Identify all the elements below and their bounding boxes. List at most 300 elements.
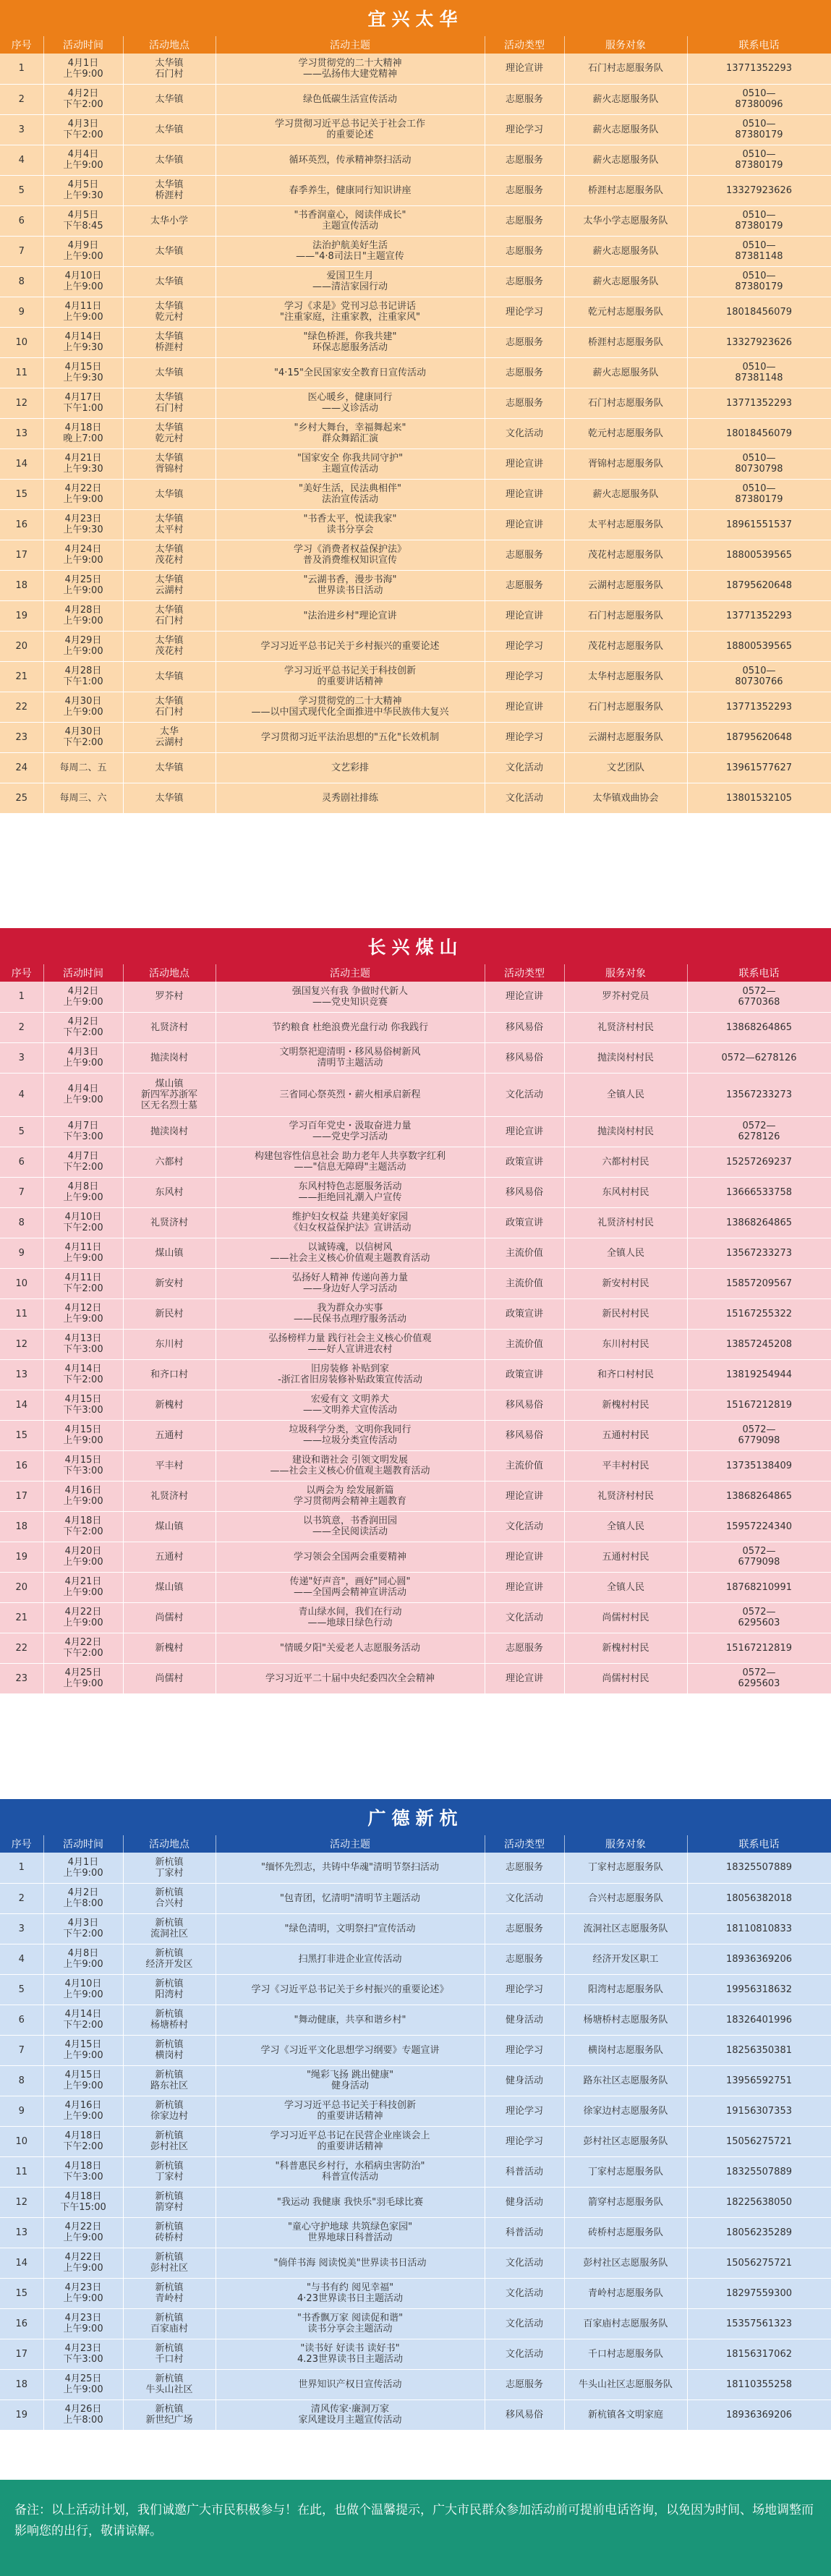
cell-location: 东风村 (123, 1177, 216, 1207)
table-row (0, 145, 831, 175)
cell-phone: 0572— 6770368 (687, 982, 831, 1012)
cell-location: 太华镇 (123, 661, 216, 692)
cell-audience: 流洞社区志愿服务队 (564, 1913, 687, 1944)
cell-location: 新杭镇 横岗村 (123, 2035, 216, 2065)
cell-theme: 绿色低碳生活宣传活动 (216, 84, 485, 114)
cell-phone: 0510— 87381148 (687, 236, 831, 266)
cell-location: 煤山镇 (123, 1238, 216, 1268)
cell-location: 太华镇 胥锦村 (123, 449, 216, 479)
cell-seq: 14 (0, 2248, 43, 2278)
cell-time: 每周三、六 (43, 783, 123, 813)
table-row (0, 2369, 831, 2399)
cell-seq: 9 (0, 1238, 43, 1268)
cell-location: 太华镇 (123, 357, 216, 388)
cell-theme: "情暖夕阳"关爱老人志愿服务活动 (216, 1633, 485, 1663)
table-row (0, 2399, 831, 2430)
cell-theme: "法治进乡村"理论宣讲 (216, 600, 485, 631)
cell-seq: 11 (0, 1298, 43, 1329)
cell-location: 新杭镇 新世纪广场 (123, 2399, 216, 2430)
cell-time: 4月21日 上午9:30 (43, 449, 123, 479)
cell-seq: 12 (0, 388, 43, 418)
table-row (0, 1116, 831, 1147)
cell-type: 志愿服务 (485, 2369, 564, 2399)
cell-theme: "云湖书香，漫步书海" 世界读书日活动 (216, 570, 485, 600)
cell-phone: 18297559300 (687, 2278, 831, 2308)
cell-type: 理论宣讲 (485, 449, 564, 479)
table-row (0, 1633, 831, 1663)
cell-type: 政策宣讲 (485, 1359, 564, 1390)
cell-location: 新槐村 (123, 1633, 216, 1663)
cell-time: 4月16日 上午9:00 (43, 2096, 123, 2126)
cell-audience: 全镇人民 (564, 1238, 687, 1268)
cell-audience: 新民村村民 (564, 1298, 687, 1329)
cell-audience: 薪火志愿服务队 (564, 266, 687, 297)
cell-audience: 六都村村民 (564, 1147, 687, 1177)
cell-location: 煤山镇 (123, 1572, 216, 1602)
cell-time: 4月10日 上午9:00 (43, 266, 123, 297)
cell-audience: 千口村志愿服务队 (564, 2339, 687, 2369)
cell-location: 太华镇 (123, 84, 216, 114)
cell-type: 志愿服务 (485, 1633, 564, 1663)
table-row (0, 236, 831, 266)
cell-seq: 12 (0, 1329, 43, 1359)
cell-phone: 15167212819 (687, 1390, 831, 1420)
cell-location: 新杭镇 彭村社区 (123, 2248, 216, 2278)
header-time: 活动时间 (43, 36, 123, 54)
cell-time: 4月12日 上午9:00 (43, 1298, 123, 1329)
cell-type: 理论学习 (485, 2126, 564, 2156)
cell-seq: 18 (0, 570, 43, 600)
cell-type: 移风易俗 (485, 1420, 564, 1450)
table-row (0, 1073, 831, 1116)
cell-type: 理论宣讲 (485, 600, 564, 631)
cell-seq: 20 (0, 631, 43, 661)
cell-type: 理论学习 (485, 114, 564, 145)
cell-seq: 5 (0, 1116, 43, 1147)
cell-phone: 13771352293 (687, 692, 831, 722)
cell-audience: 路东社区志愿服务队 (564, 2065, 687, 2096)
cell-phone: 18961551537 (687, 509, 831, 540)
table-row (0, 205, 831, 236)
cell-type: 文化活动 (485, 1073, 564, 1116)
cell-seq: 17 (0, 1481, 43, 1511)
cell-phone: 18325507889 (687, 1853, 831, 1883)
cell-phone: 13868264865 (687, 1207, 831, 1238)
cell-time: 4月3日 上午9:00 (43, 1042, 123, 1073)
cell-location: 六都村 (123, 1147, 216, 1177)
table-row (0, 1944, 831, 1974)
cell-seq: 11 (0, 2156, 43, 2187)
header-time: 活动时间 (43, 964, 123, 982)
cell-audience: 云湖村志愿服务队 (564, 722, 687, 752)
cell-theme: 学习贯彻党的二十大精神 ——以中国式现代化全面推进中华民族伟大复兴 (216, 692, 485, 722)
cell-location: 新杭镇 路东社区 (123, 2065, 216, 2096)
cell-seq: 19 (0, 1542, 43, 1572)
cell-time: 4月22日 上午9:00 (43, 1602, 123, 1633)
cell-seq: 17 (0, 2339, 43, 2369)
cell-location: 太华镇 (123, 114, 216, 145)
cell-theme: 学习《习近平文化思想学习纲要》专题宣讲 (216, 2035, 485, 2065)
table-row (0, 2339, 831, 2369)
cell-audience: 云湖村志愿服务队 (564, 570, 687, 600)
cell-seq: 1 (0, 982, 43, 1012)
cell-type: 文化活动 (485, 1602, 564, 1633)
cell-time: 4月18日 下午2:00 (43, 1511, 123, 1542)
cell-type: 文化活动 (485, 752, 564, 783)
cell-type: 文化活动 (485, 1883, 564, 1913)
cell-theme: 传递"好声音"，画好"同心圆" ——全国两会精神宣讲活动 (216, 1572, 485, 1602)
cell-location: 新杭镇 阳湾村 (123, 1974, 216, 2005)
cell-location: 太华镇 石门村 (123, 388, 216, 418)
table-row (0, 2308, 831, 2339)
table-row (0, 2156, 831, 2187)
cell-phone: 13666533758 (687, 1177, 831, 1207)
table-row (0, 631, 831, 661)
cell-seq: 4 (0, 1944, 43, 1974)
cell-audience: 徐家边村志愿服务队 (564, 2096, 687, 2126)
cell-theme: 旧房装修 补贴到家 -浙江省旧房装修补贴政策宣传活动 (216, 1359, 485, 1390)
cell-type: 理论宣讲 (485, 479, 564, 509)
table-row (0, 1147, 831, 1177)
cell-seq: 3 (0, 1913, 43, 1944)
cell-theme: "国家安全 你我共同守护" 主题宣传活动 (216, 449, 485, 479)
cell-location: 太华镇 云湖村 (123, 570, 216, 600)
cell-time: 4月11日 上午9:00 (43, 1238, 123, 1268)
cell-location: 尚儒村 (123, 1602, 216, 1633)
table-row (0, 692, 831, 722)
cell-type: 理论宣讲 (485, 509, 564, 540)
cell-audience: 箭穿村志愿服务队 (564, 2187, 687, 2217)
cell-location: 太华镇 桥涯村 (123, 327, 216, 357)
table-row (0, 1602, 831, 1633)
cell-location: 新杭镇 百家庙村 (123, 2308, 216, 2339)
cell-phone: 13961577627 (687, 752, 831, 783)
cell-location: 太华镇 (123, 783, 216, 813)
cell-time: 4月3日 下午2:00 (43, 1913, 123, 1944)
cell-audience: 百家庙村志愿服务队 (564, 2308, 687, 2339)
section-title: 宜兴太华 (0, 0, 831, 36)
cell-phone: 18795620648 (687, 570, 831, 600)
cell-location: 太华镇 乾元村 (123, 418, 216, 449)
table-row (0, 2005, 831, 2035)
cell-theme: 学习百年党史・汲取奋进力量 ——党史学习活动 (216, 1116, 485, 1147)
cell-seq: 10 (0, 1268, 43, 1298)
section-title: 长兴煤山 (0, 928, 831, 964)
cell-phone: 13771352293 (687, 388, 831, 418)
cell-phone: 13857245208 (687, 1329, 831, 1359)
cell-theme: 学习领会全国两会重要精神 (216, 1542, 485, 1572)
cell-time: 4月15日 上午9:00 (43, 2035, 123, 2065)
cell-audience: 抛渎岗村村民 (564, 1116, 687, 1147)
cell-location: 新杭镇 流洞社区 (123, 1913, 216, 1944)
cell-time: 4月23日 上午9:00 (43, 2278, 123, 2308)
cell-seq: 8 (0, 2065, 43, 2096)
cell-seq: 1 (0, 54, 43, 84)
header-theme: 活动主题 (216, 36, 485, 54)
cell-audience: 太华村志愿服务队 (564, 661, 687, 692)
cell-seq: 23 (0, 1663, 43, 1693)
cell-type: 健身活动 (485, 2187, 564, 2217)
cell-theme: "书香飘万家 阅读促和谐" 读书分享会主题活动 (216, 2308, 485, 2339)
cell-type: 志愿服务 (485, 570, 564, 600)
cell-type: 政策宣讲 (485, 1207, 564, 1238)
table-row (0, 1420, 831, 1450)
cell-location: 新杭镇 箭穿村 (123, 2187, 216, 2217)
cell-audience: 太平村志愿服务队 (564, 509, 687, 540)
cell-theme: "我运动 我健康 我快乐"羽毛球比赛 (216, 2187, 485, 2217)
cell-theme: 学习习近平总书记在民营企业座谈会上 的重要讲话精神 (216, 2126, 485, 2156)
cell-location: 太华镇 石门村 (123, 600, 216, 631)
cell-phone: 0572— 6295603 (687, 1602, 831, 1633)
cell-theme: 灵秀剧社排练 (216, 783, 485, 813)
header-row (0, 36, 831, 54)
cell-time: 4月10日 下午2:00 (43, 1207, 123, 1238)
table-row (0, 2187, 831, 2217)
section-gap (0, 1765, 831, 1799)
cell-seq: 3 (0, 114, 43, 145)
cell-phone: 13868264865 (687, 1012, 831, 1042)
cell-time: 4月5日 下午8:45 (43, 205, 123, 236)
cell-time: 4月21日 上午9:00 (43, 1572, 123, 1602)
table-row (0, 2035, 831, 2065)
cell-location: 礼贤济村 (123, 1481, 216, 1511)
cell-seq: 9 (0, 2096, 43, 2126)
cell-phone: 18325507889 (687, 2156, 831, 2187)
table-row (0, 1853, 831, 1883)
table-row (0, 600, 831, 631)
cell-theme: 学习贯彻习近平法治思想的"五化"长效机制 (216, 722, 485, 752)
table-row (0, 570, 831, 600)
cell-time: 4月3日 下午2:00 (43, 114, 123, 145)
cell-time: 4月13日 下午3:00 (43, 1329, 123, 1359)
cell-type: 文化活动 (485, 2248, 564, 2278)
cell-audience: 礼贤济村村民 (564, 1207, 687, 1238)
cell-type: 理论宣讲 (485, 982, 564, 1012)
cell-location: 太华镇 (123, 752, 216, 783)
cell-theme: 学习习近平总书记关于乡村振兴的重要论述 (216, 631, 485, 661)
cell-audience: 彭村社区志愿服务队 (564, 2126, 687, 2156)
cell-seq: 1 (0, 1853, 43, 1883)
cell-seq: 3 (0, 1042, 43, 1073)
cell-audience: 丁家村志愿服务队 (564, 2156, 687, 2187)
cell-time: 4月15日 上午9:00 (43, 2065, 123, 2096)
cell-seq: 8 (0, 266, 43, 297)
cell-phone: 18800539565 (687, 631, 831, 661)
table-row (0, 1177, 831, 1207)
cell-audience: 东川村村民 (564, 1329, 687, 1359)
cell-time: 4月8日 上午9:00 (43, 1177, 123, 1207)
cell-type: 移风易俗 (485, 1012, 564, 1042)
table-row (0, 722, 831, 752)
cell-theme: "缅怀先烈志，共铸中华魂"清明节祭扫活动 (216, 1853, 485, 1883)
cell-time: 4月15日 上午9:00 (43, 1420, 123, 1450)
cell-audience: 全镇人民 (564, 1572, 687, 1602)
cell-phone: 15357561323 (687, 2308, 831, 2339)
cell-type: 主流价值 (485, 1450, 564, 1481)
cell-audience: 尚儒村村民 (564, 1602, 687, 1633)
header-location: 活动地点 (123, 36, 216, 54)
cell-time: 4月18日 下午3:00 (43, 2156, 123, 2187)
cell-type: 志愿服务 (485, 1853, 564, 1883)
cell-seq: 2 (0, 1883, 43, 1913)
cell-time: 每周二、五 (43, 752, 123, 783)
cell-audience: 石门村志愿服务队 (564, 692, 687, 722)
cell-location: 礼贤济村 (123, 1012, 216, 1042)
table-row (0, 1883, 831, 1913)
cell-type: 理论学习 (485, 1974, 564, 2005)
table-row (0, 1238, 831, 1268)
cell-phone: 13735138409 (687, 1450, 831, 1481)
cell-theme: 医心暖乡，健康同行 ——义诊活动 (216, 388, 485, 418)
cell-time: 4月7日 下午3:00 (43, 1116, 123, 1147)
cell-location: 太华镇 (123, 236, 216, 266)
cell-audience: 平丰村村民 (564, 1450, 687, 1481)
table-row (0, 1450, 831, 1481)
cell-phone: 19956318632 (687, 1974, 831, 2005)
cell-phone: 0510— 87380096 (687, 84, 831, 114)
table-row (0, 1359, 831, 1390)
cell-seq: 12 (0, 2187, 43, 2217)
cell-time: 4月5日 上午9:30 (43, 175, 123, 205)
table-row (0, 1481, 831, 1511)
cell-type: 文化活动 (485, 1511, 564, 1542)
cell-time: 4月7日 下午2:00 (43, 1147, 123, 1177)
cell-seq: 14 (0, 449, 43, 479)
cell-audience: 石门村志愿服务队 (564, 388, 687, 418)
cell-location: 太华小学 (123, 205, 216, 236)
cell-phone: 13819254944 (687, 1359, 831, 1390)
cell-audience: 胥锦村志愿服务队 (564, 449, 687, 479)
cell-seq: 23 (0, 722, 43, 752)
cell-phone: 18936369206 (687, 1944, 831, 1974)
cell-time: 4月22日 上午9:00 (43, 2217, 123, 2248)
header-theme: 活动主题 (216, 1835, 485, 1853)
cell-time: 4月9日 上午9:00 (43, 236, 123, 266)
cell-seq: 20 (0, 1572, 43, 1602)
cell-location: 新槐村 (123, 1390, 216, 1420)
cell-type: 理论学习 (485, 2035, 564, 2065)
table-row (0, 1268, 831, 1298)
cell-type: 志愿服务 (485, 1944, 564, 1974)
table-row (0, 2278, 831, 2308)
cell-time: 4月16日 上午9:00 (43, 1481, 123, 1511)
cell-audience: 茂花村志愿服务队 (564, 540, 687, 570)
cell-seq: 5 (0, 175, 43, 205)
cell-time: 4月25日 上午9:00 (43, 1663, 123, 1693)
cell-phone: 15167212819 (687, 1633, 831, 1663)
cell-location: 和齐口村 (123, 1359, 216, 1390)
cell-phone: 18326401996 (687, 2005, 831, 2035)
cell-audience: 乾元村志愿服务队 (564, 297, 687, 327)
cell-audience: 石门村志愿服务队 (564, 54, 687, 84)
cell-theme: 学习贯彻习近平总书记关于社会工作 的重要论述 (216, 114, 485, 145)
header-type: 活动类型 (485, 36, 564, 54)
cell-seq: 6 (0, 2005, 43, 2035)
table-row (0, 54, 831, 84)
table-body (0, 54, 831, 813)
cell-location: 太华镇 茂花村 (123, 540, 216, 570)
cell-audience: 阳湾村志愿服务队 (564, 1974, 687, 2005)
section-gap (0, 894, 831, 928)
cell-type: 志愿服务 (485, 266, 564, 297)
cell-type: 政策宣讲 (485, 1298, 564, 1329)
cell-phone: 13956592751 (687, 2065, 831, 2096)
cell-type: 理论宣讲 (485, 1116, 564, 1147)
cell-theme: "4·15"全民国家安全教育日宣传活动 (216, 357, 485, 388)
cell-time: 4月14日 上午9:30 (43, 327, 123, 357)
cell-audience: 新槐村村民 (564, 1633, 687, 1663)
cell-audience: 石门村志愿服务队 (564, 600, 687, 631)
cell-audience: 桥涯村志愿服务队 (564, 327, 687, 357)
cell-phone: 15167255322 (687, 1298, 831, 1329)
cell-phone: 13327923626 (687, 327, 831, 357)
cell-audience: 太华镇戏曲协会 (564, 783, 687, 813)
cell-theme: 学习贯彻党的二十大精神 ——弘扬伟大建党精神 (216, 54, 485, 84)
table-body (0, 1853, 831, 2430)
cell-location: 新杭镇 经济开发区 (123, 1944, 216, 1974)
cell-phone: 19156307353 (687, 2096, 831, 2126)
cell-theme: 节约粮食 杜绝浪费光盘行动 你我践行 (216, 1012, 485, 1042)
cell-audience: 全镇人民 (564, 1511, 687, 1542)
cell-audience: 礼贤济村村民 (564, 1481, 687, 1511)
cell-location: 抛渎岗村 (123, 1116, 216, 1147)
cell-phone: 15257269237 (687, 1147, 831, 1177)
table-row (0, 84, 831, 114)
cell-type: 志愿服务 (485, 357, 564, 388)
cell-theme: 青山绿水间，我们在行动 ——地球日绿色行动 (216, 1602, 485, 1633)
cell-time: 4月23日 下午3:00 (43, 2339, 123, 2369)
table-row (0, 1974, 831, 2005)
cell-phone: 18018456079 (687, 418, 831, 449)
table-row (0, 175, 831, 205)
cell-phone: 0510— 87381148 (687, 357, 831, 388)
cell-audience: 薪火志愿服务队 (564, 114, 687, 145)
cell-theme: 强国复兴有我 争做时代新人 ——党史知识竞赛 (216, 982, 485, 1012)
cell-seq: 8 (0, 1207, 43, 1238)
cell-time: 4月4日 上午9:00 (43, 145, 123, 175)
cell-seq: 19 (0, 600, 43, 631)
cell-seq: 13 (0, 2217, 43, 2248)
table-row (0, 266, 831, 297)
cell-theme: 爱国卫生月 ——清洁家园行动 (216, 266, 485, 297)
cell-theme: 我为群众办实事 ——民保书点理疗服务活动 (216, 1298, 485, 1329)
table-row (0, 2217, 831, 2248)
cell-phone: 18936369206 (687, 2399, 831, 2430)
cell-time: 4月2日 下午2:00 (43, 84, 123, 114)
table-row (0, 1298, 831, 1329)
cell-location: 太华镇 (123, 479, 216, 509)
cell-theme: 学习《求是》党刊习总书记讲话 "注重家庭，注重家教，注重家风" (216, 297, 485, 327)
cell-audience: 礼贤济村村民 (564, 1012, 687, 1042)
cell-type: 主流价值 (485, 1238, 564, 1268)
cell-theme: 以两会为 绘发展新篇 学习贯彻两会精神主题教育 (216, 1481, 485, 1511)
cell-time: 4月14日 下午2:00 (43, 2005, 123, 2035)
cell-time: 4月22日 上午9:00 (43, 2248, 123, 2278)
cell-phone: 0510— 87380179 (687, 205, 831, 236)
table-row (0, 1042, 831, 1073)
cell-phone: 15056275721 (687, 2248, 831, 2278)
cell-audience: 青岭村志愿服务队 (564, 2278, 687, 2308)
table-row (0, 1913, 831, 1944)
cell-type: 文化活动 (485, 2278, 564, 2308)
cell-location: 太华镇 石门村 (123, 54, 216, 84)
cell-seq: 15 (0, 2278, 43, 2308)
cell-type: 理论宣讲 (485, 1572, 564, 1602)
cell-theme: "读书好 好读书 读好书" 4.23世界读书日主题活动 (216, 2339, 485, 2369)
table-row (0, 1207, 831, 1238)
cell-phone: 0572— 6295603 (687, 1663, 831, 1693)
cell-audience: 全镇人民 (564, 1073, 687, 1116)
